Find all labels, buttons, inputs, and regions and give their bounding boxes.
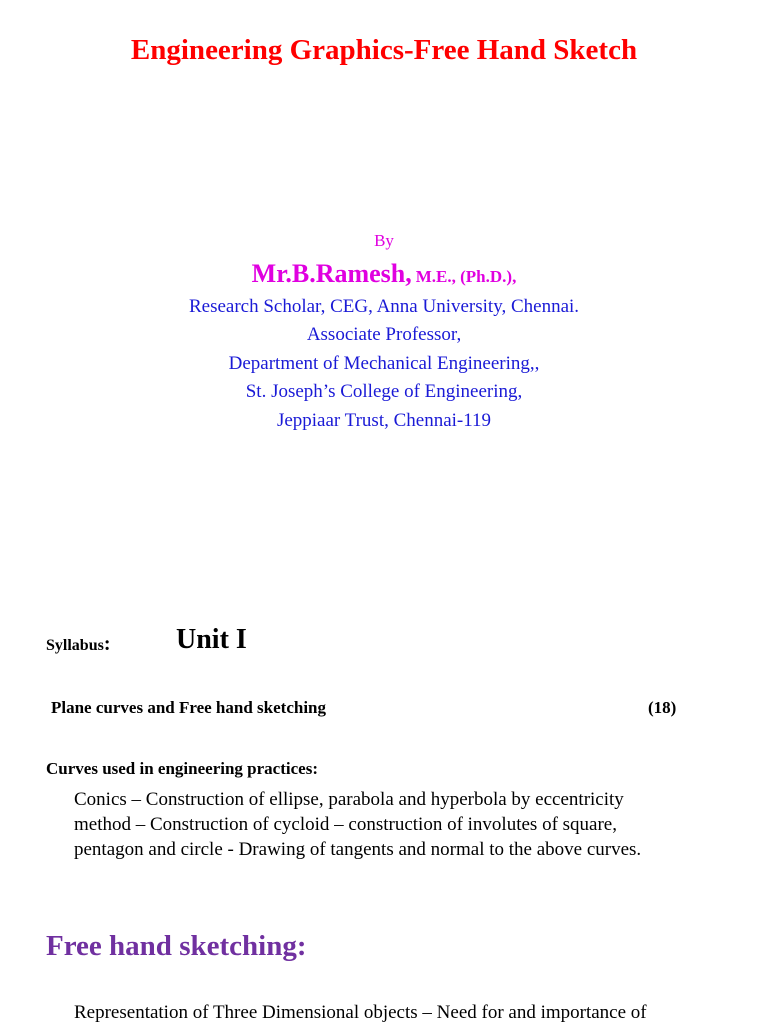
- unit-hours: (18): [648, 698, 677, 717]
- curves-text-line: method – Construction of cycloid – construction of involutes of square,: [74, 814, 617, 835]
- curves-heading: Curves used in engineering practices:: [46, 759, 318, 778]
- affiliation-line: Associate Professor,: [306, 324, 462, 345]
- free-hand-text-line: Representation of Three Dimensional objects – Need for and importance of: [74, 1002, 647, 1023]
- author-line: [0, 256, 768, 296]
- free-hand-heading: Free hand sketching:: [46, 930, 307, 962]
- syllabus-label-text: Syllabus: [46, 637, 104, 654]
- affiliation-line: Research Scholar, CEG, Anna University, Chennai.: [188, 296, 580, 317]
- by-label: By: [374, 231, 394, 250]
- author-name: Mr.B.Ramesh,: [251, 259, 412, 288]
- affiliation-line: Department of Mechanical Engineering,,: [228, 353, 540, 374]
- unit-heading: Unit I: [176, 624, 247, 655]
- document-title: Engineering Graphics-Free Hand Sketch: [130, 34, 638, 66]
- curves-text-line: Conics – Construction of ellipse, parabola and hyperbola by eccentricity: [74, 789, 624, 810]
- affiliation-line: Jeppiaar Trust, Chennai-119: [276, 410, 492, 431]
- syllabus-label: [46, 633, 110, 657]
- curves-text-line: pentagon and circle - Drawing of tangents and normal to the above curves.: [74, 839, 642, 860]
- unit-topic: Plane curves and Free hand sketching: [51, 698, 327, 717]
- syllabus-colon: :: [103, 633, 111, 655]
- affiliation-line: St. Joseph’s College of Engineering,: [245, 381, 523, 402]
- author-degree: M.E., (Ph.D.),: [415, 267, 517, 286]
